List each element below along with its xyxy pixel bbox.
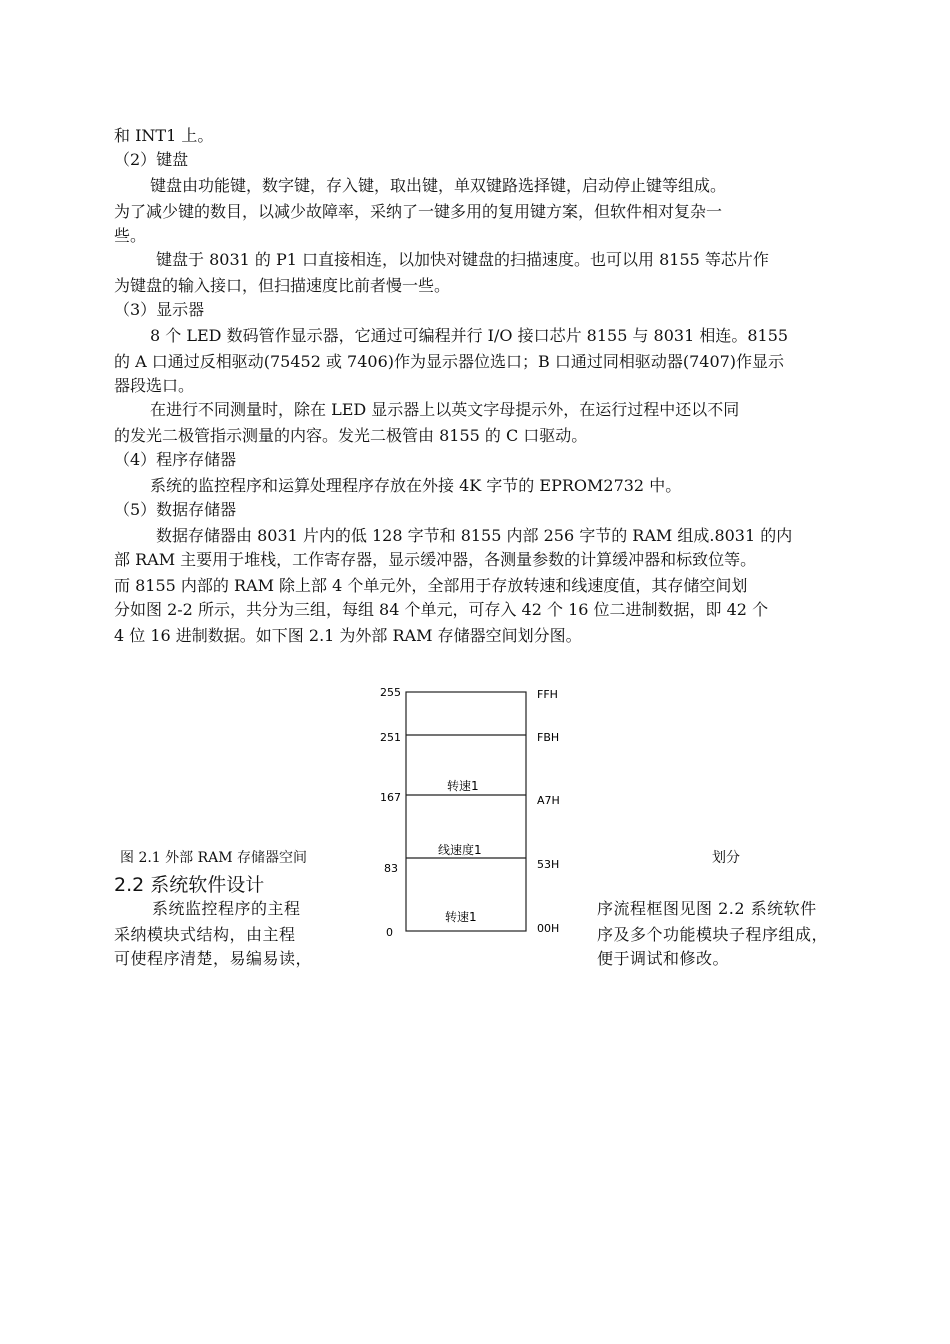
paragraph-line: 的发光二极管指示测量的内容。发光二极管由 8155 的 C 口驱动。 bbox=[114, 426, 588, 445]
paragraph-line: 数据存储器由 8031 片内的低 128 字节和 8155 内部 256 字节的 RAM 组成.8031 的内 bbox=[156, 526, 793, 545]
left-column-line: 系统监控程序的主程 bbox=[152, 899, 301, 918]
figure-caption-continued: 划分 bbox=[712, 850, 740, 866]
memory-map-diagram bbox=[370, 680, 580, 940]
address-label-decimal: 167 bbox=[380, 791, 401, 804]
address-label-hex: 53H bbox=[537, 858, 560, 871]
subsection-heading-program-memory: （4）程序存储器 bbox=[114, 450, 237, 469]
paragraph-line: 分如图 2-2 所示，共分为三组，每组 84 个单元，可存入 42 个 16 位二进制数据，即 42 个 bbox=[114, 600, 769, 619]
paragraph-line: 和 INT1 上。 bbox=[114, 126, 214, 145]
paragraph-line: 4 位 16 进制数据。如下图 2.1 为外部 RAM 存储器空间划分图。 bbox=[114, 626, 582, 645]
memory-region-label: 转速1 bbox=[447, 779, 479, 793]
paragraph-line: 而 8155 内部的 RAM 除上部 4 个单元外，全部用于存放转速和线速度值，其存储空间划 bbox=[114, 576, 748, 595]
right-column-line: 序及多个功能模块子程序组成， bbox=[597, 925, 829, 944]
paragraph-line: 在进行不同测量时，除在 LED 显示器上以英文字母提示外，在运行过程中还以不同 bbox=[150, 400, 740, 419]
subsection-heading-display: （3）显示器 bbox=[114, 300, 205, 319]
address-label-decimal: 0 bbox=[386, 926, 393, 939]
paragraph-line: 为了减少键的数目，以减少故障率，采纳了一键多用的复用键方案，但软件相对复杂一 bbox=[114, 202, 723, 221]
paragraph-line: 部 RAM 主要用于堆栈，工作寄存器，显示缓冲器，各测量参数的计算缓冲器和标致位等。 bbox=[114, 550, 757, 569]
subsection-heading-data-memory: （5）数据存储器 bbox=[114, 500, 237, 519]
right-column-line: 序流程框图见图 2.2 系统软件 bbox=[597, 899, 817, 918]
paragraph-line: 键盘由功能键，数字键，存入键，取出键，单双键路选择键，启动停止键等组成。 bbox=[150, 176, 727, 195]
paragraph-line: 8 个 LED 数码管作显示器，它通过可编程并行 I/O 接口芯片 8155 与 8031 相连。8155 bbox=[150, 326, 789, 345]
address-label-decimal: 255 bbox=[380, 686, 401, 699]
section-heading: 2.2 系统软件设计 bbox=[114, 874, 265, 896]
address-label-hex: 00H bbox=[537, 922, 560, 935]
figure-caption: 图 2.1 外部 RAM 存储器空间 bbox=[120, 850, 308, 866]
memory-region-label: 线速度1 bbox=[438, 843, 482, 857]
address-label-decimal: 251 bbox=[380, 731, 401, 744]
paragraph-line: 些。 bbox=[114, 226, 147, 245]
subsection-heading-keyboard: （2）键盘 bbox=[114, 150, 189, 169]
memory-block-outline bbox=[406, 692, 526, 931]
left-column-line: 可使程序清楚，易编易读， bbox=[114, 949, 313, 968]
address-label-hex: FFH bbox=[537, 688, 558, 701]
address-label-hex: A7H bbox=[537, 794, 560, 807]
paragraph-line: 系统的监控程序和运算处理程序存放在外接 4K 字节的 EPROM2732 中。 bbox=[150, 476, 682, 495]
address-label-hex: FBH bbox=[537, 731, 560, 744]
paragraph-line: 的 A 口通过反相驱动(75452 或 7406)作为显示器位选口；B 口通过同相驱动器(7407)作显示 bbox=[114, 352, 785, 371]
paragraph-line: 为键盘的输入接口，但扫描速度比前者慢一些。 bbox=[114, 276, 451, 295]
left-column-line: 采纳模块式结构，由主程 bbox=[114, 925, 296, 944]
address-label-decimal: 83 bbox=[384, 862, 398, 875]
memory-region-label: 转速1 bbox=[445, 910, 477, 924]
paragraph-line: 器段选口。 bbox=[114, 376, 195, 395]
right-column-line: 便于调试和修改。 bbox=[597, 949, 730, 968]
paragraph-line: 键盘于 8031 的 P1 口直接相连，以加快对键盘的扫描速度。也可以用 8155 等芯片作 bbox=[156, 250, 769, 269]
